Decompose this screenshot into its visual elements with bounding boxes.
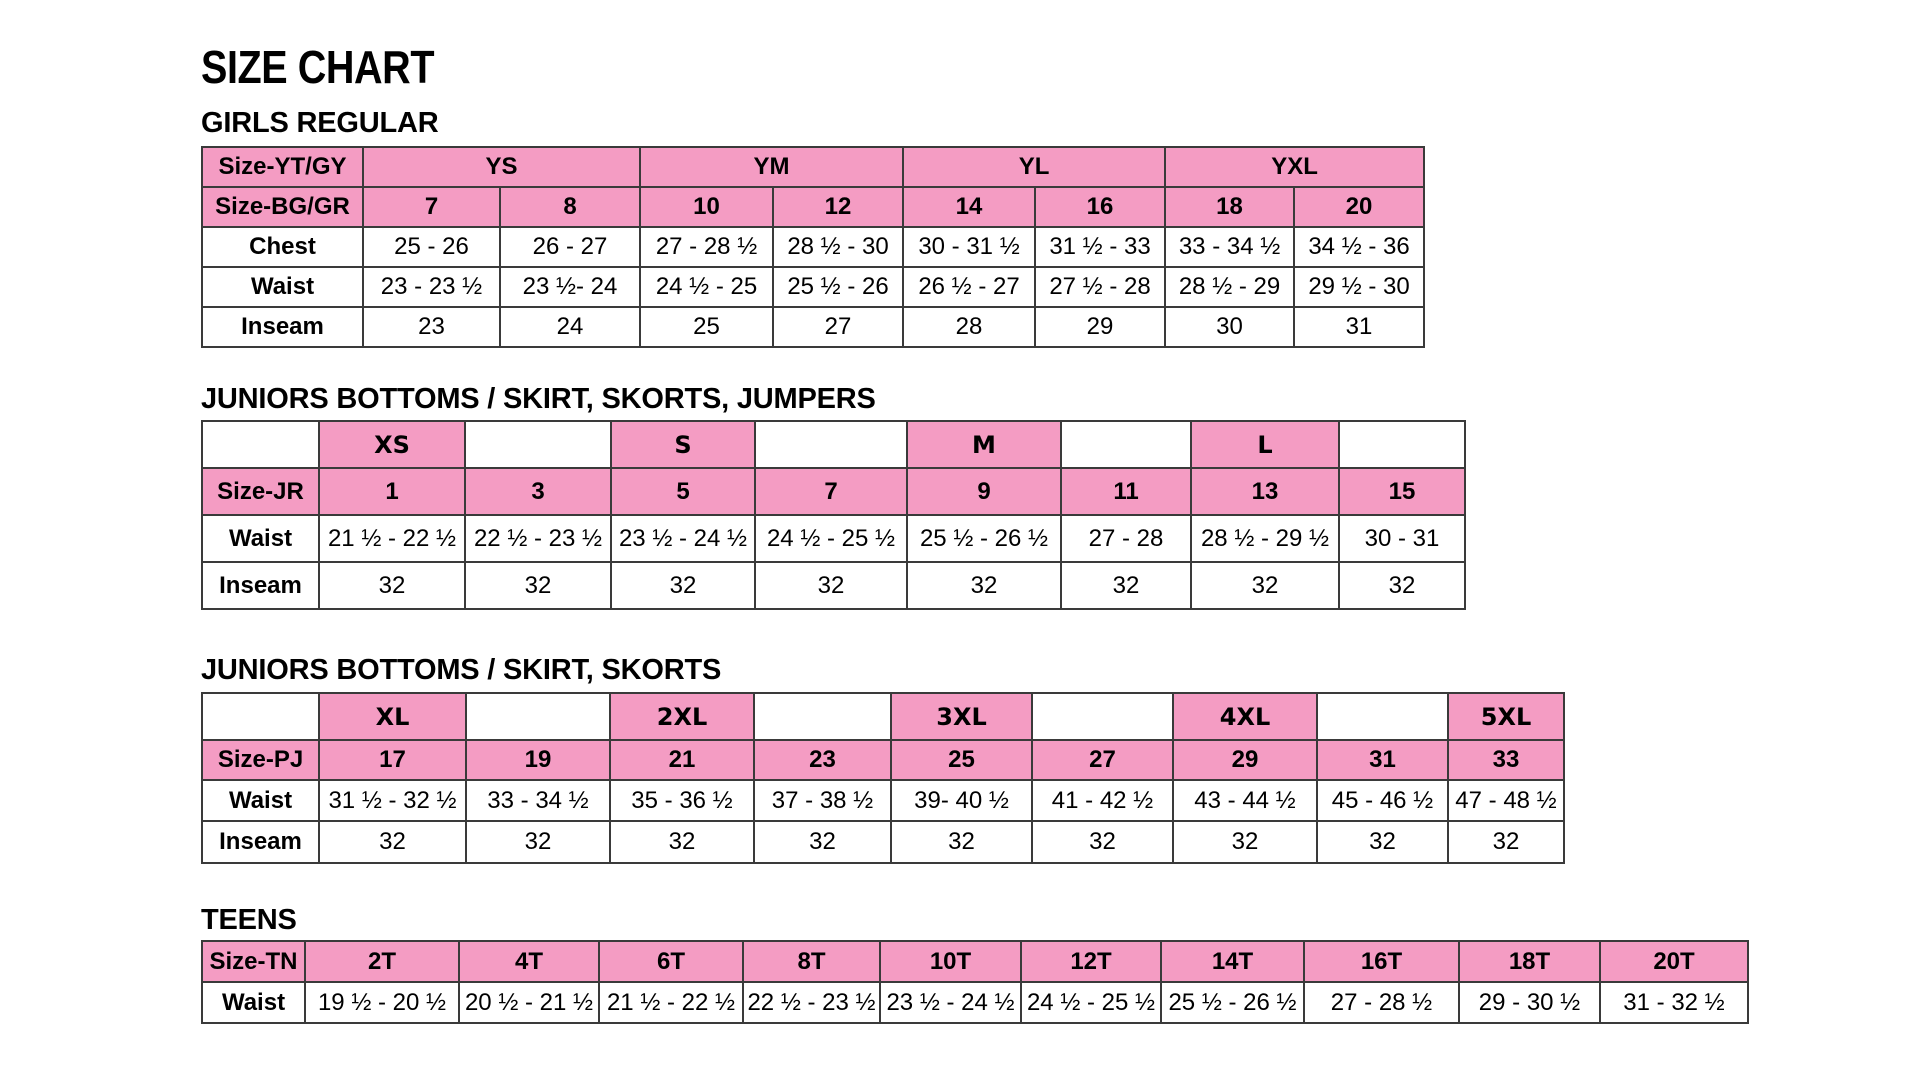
section-heading-girls-regular: GIRLS REGULAR <box>201 107 439 139</box>
size-cell: 18 <box>1165 187 1294 227</box>
row-label: Waist <box>202 515 319 562</box>
row-label: Chest <box>202 227 363 267</box>
letter-size-cell: 4XL <box>1173 693 1317 740</box>
size-cell: 7 <box>363 187 500 227</box>
row-label: Waist <box>202 267 363 307</box>
measurement-cell: 27 <box>773 307 903 347</box>
measurement-cell: 32 <box>1032 821 1173 863</box>
measurement-cell: 35 - 36 ½ <box>610 780 754 821</box>
size-cell: 6T <box>599 941 743 982</box>
size-cell: 14T <box>1161 941 1304 982</box>
measurement-cell: 23 ½- 24 <box>500 267 640 307</box>
table-row <box>202 780 1564 821</box>
letter-size-cell: XL <box>319 693 466 740</box>
empty-cell <box>202 421 319 468</box>
letter-size-cell <box>1339 421 1465 468</box>
table-row <box>202 307 1424 347</box>
table-row <box>202 941 1748 982</box>
measurement-cell: 27 - 28 ½ <box>640 227 773 267</box>
measurement-cell: 28 ½ - 29 ½ <box>1191 515 1339 562</box>
size-cell: 3 <box>465 468 611 515</box>
measurement-cell: 30 <box>1165 307 1294 347</box>
letter-size-cell <box>466 693 610 740</box>
measurement-cell: 22 ½ - 23 ½ <box>743 982 880 1023</box>
letter-size-cell: L <box>1191 421 1339 468</box>
measurement-cell: 25 <box>640 307 773 347</box>
row-label: Inseam <box>202 821 319 863</box>
measurement-cell: 43 - 44 ½ <box>1173 780 1317 821</box>
measurement-cell: 27 - 28 <box>1061 515 1191 562</box>
measurement-cell: 32 <box>1448 821 1564 863</box>
size-cell: 9 <box>907 468 1061 515</box>
letter-size-cell <box>1061 421 1191 468</box>
row-label: Size-JR <box>202 468 319 515</box>
measurement-cell: 24 <box>500 307 640 347</box>
measurement-cell: 39- 40 ½ <box>891 780 1032 821</box>
section-heading-juniors-skorts: JUNIORS BOTTOMS / SKIRT, SKORTS <box>201 654 722 686</box>
measurement-cell: 25 - 26 <box>363 227 500 267</box>
measurement-cell: 32 <box>465 562 611 609</box>
measurement-cell: 27 - 28 ½ <box>1304 982 1459 1023</box>
size-cell: 27 <box>1032 740 1173 780</box>
measurement-cell: 32 <box>1191 562 1339 609</box>
row-label: Size-YT/GY <box>202 147 363 187</box>
size-group-cell: YL <box>903 147 1165 187</box>
measurement-cell: 31 ½ - 33 <box>1035 227 1165 267</box>
table-row <box>202 821 1564 863</box>
size-cell: 10 <box>640 187 773 227</box>
size-cell: 12T <box>1021 941 1161 982</box>
size-cell: 14 <box>903 187 1035 227</box>
measurement-cell: 32 <box>1317 821 1448 863</box>
measurement-cell: 23 - 23 ½ <box>363 267 500 307</box>
size-group-cell: YM <box>640 147 903 187</box>
measurement-cell: 32 <box>907 562 1061 609</box>
measurement-cell: 25 ½ - 26 ½ <box>1161 982 1304 1023</box>
table-row <box>202 982 1748 1023</box>
measurement-cell: 31 - 32 ½ <box>1600 982 1748 1023</box>
row-label: Inseam <box>202 562 319 609</box>
size-cell: 8 <box>500 187 640 227</box>
measurement-cell: 32 <box>1173 821 1317 863</box>
size-cell: 5 <box>611 468 755 515</box>
size-cell: 8T <box>743 941 880 982</box>
measurement-cell: 24 ½ - 25 <box>640 267 773 307</box>
size-cell: 33 <box>1448 740 1564 780</box>
measurement-cell: 28 ½ - 29 <box>1165 267 1294 307</box>
row-label: Waist <box>202 780 319 821</box>
measurement-cell: 32 <box>1339 562 1465 609</box>
measurement-cell: 23 <box>363 307 500 347</box>
size-cell: 7 <box>755 468 907 515</box>
measurement-cell: 25 ½ - 26 ½ <box>907 515 1061 562</box>
measurement-cell: 31 <box>1294 307 1424 347</box>
measurement-cell: 20 ½ - 21 ½ <box>459 982 599 1023</box>
letter-size-cell: M <box>907 421 1061 468</box>
size-cell: 19 <box>466 740 610 780</box>
measurement-cell: 30 - 31 ½ <box>903 227 1035 267</box>
measurement-cell: 32 <box>610 821 754 863</box>
row-label: Size-TN <box>202 941 305 982</box>
measurement-cell: 26 ½ - 27 <box>903 267 1035 307</box>
juniors-jumpers-table <box>201 420 1466 610</box>
measurement-cell: 32 <box>319 562 465 609</box>
measurement-cell: 32 <box>466 821 610 863</box>
row-label: Inseam <box>202 307 363 347</box>
girls-regular-table <box>201 146 1425 348</box>
size-cell: 16 <box>1035 187 1165 227</box>
measurement-cell: 45 - 46 ½ <box>1317 780 1448 821</box>
measurement-cell: 23 ½ - 24 ½ <box>611 515 755 562</box>
size-cell: 2T <box>305 941 459 982</box>
teens-table <box>201 940 1749 1024</box>
measurement-cell: 30 - 31 <box>1339 515 1465 562</box>
measurement-cell: 32 <box>611 562 755 609</box>
table-row <box>202 147 1424 187</box>
letter-size-cell: XS <box>319 421 465 468</box>
measurement-cell: 28 <box>903 307 1035 347</box>
measurement-cell: 21 ½ - 22 ½ <box>599 982 743 1023</box>
measurement-cell: 28 ½ - 30 <box>773 227 903 267</box>
table-row <box>202 187 1424 227</box>
measurement-cell: 23 ½ - 24 ½ <box>880 982 1021 1023</box>
measurement-cell: 29 ½ - 30 <box>1294 267 1424 307</box>
measurement-cell: 26 - 27 <box>500 227 640 267</box>
size-cell: 13 <box>1191 468 1339 515</box>
measurement-cell: 25 ½ - 26 <box>773 267 903 307</box>
measurement-cell: 29 - 30 ½ <box>1459 982 1600 1023</box>
letter-size-cell: S <box>611 421 755 468</box>
juniors-skorts-table <box>201 692 1565 864</box>
measurement-cell: 37 - 38 ½ <box>754 780 891 821</box>
table-row <box>202 515 1465 562</box>
size-cell: 16T <box>1304 941 1459 982</box>
size-cell: 15 <box>1339 468 1465 515</box>
table-row <box>202 227 1424 267</box>
row-label: Size-PJ <box>202 740 319 780</box>
size-cell: 4T <box>459 941 599 982</box>
size-cell: 18T <box>1459 941 1600 982</box>
section-heading-teens: TEENS <box>201 904 297 936</box>
measurement-cell: 22 ½ - 23 ½ <box>465 515 611 562</box>
measurement-cell: 21 ½ - 22 ½ <box>319 515 465 562</box>
measurement-cell: 32 <box>891 821 1032 863</box>
letter-size-cell: 5XL <box>1448 693 1564 740</box>
letter-size-cell <box>755 421 907 468</box>
size-cell: 1 <box>319 468 465 515</box>
measurement-cell: 47 - 48 ½ <box>1448 780 1564 821</box>
letter-size-cell <box>1032 693 1173 740</box>
size-cell: 25 <box>891 740 1032 780</box>
measurement-cell: 34 ½ - 36 <box>1294 227 1424 267</box>
table-row <box>202 562 1465 609</box>
measurement-cell: 29 <box>1035 307 1165 347</box>
table-row <box>202 740 1564 780</box>
table-row <box>202 421 1465 468</box>
size-group-cell: YS <box>363 147 640 187</box>
measurement-cell: 24 ½ - 25 ½ <box>755 515 907 562</box>
measurement-cell: 19 ½ - 20 ½ <box>305 982 459 1023</box>
measurement-cell: 33 - 34 ½ <box>466 780 610 821</box>
page-title: SIZE CHART <box>201 41 435 93</box>
measurement-cell: 31 ½ - 32 ½ <box>319 780 466 821</box>
table-row <box>202 693 1564 740</box>
table-row <box>202 267 1424 307</box>
letter-size-cell <box>1317 693 1448 740</box>
empty-cell <box>202 693 319 740</box>
section-heading-juniors-jumpers: JUNIORS BOTTOMS / SKIRT, SKORTS, JUMPERS <box>201 383 876 415</box>
letter-size-cell <box>754 693 891 740</box>
size-cell: 31 <box>1317 740 1448 780</box>
size-cell: 23 <box>754 740 891 780</box>
letter-size-cell: 3XL <box>891 693 1032 740</box>
size-cell: 20T <box>1600 941 1748 982</box>
row-label: Waist <box>202 982 305 1023</box>
size-cell: 12 <box>773 187 903 227</box>
size-cell: 21 <box>610 740 754 780</box>
letter-size-cell <box>465 421 611 468</box>
row-label: Size-BG/GR <box>202 187 363 227</box>
measurement-cell: 32 <box>754 821 891 863</box>
size-cell: 29 <box>1173 740 1317 780</box>
size-cell: 20 <box>1294 187 1424 227</box>
measurement-cell: 32 <box>319 821 466 863</box>
size-cell: 11 <box>1061 468 1191 515</box>
measurement-cell: 41 - 42 ½ <box>1032 780 1173 821</box>
size-cell: 17 <box>319 740 466 780</box>
measurement-cell: 32 <box>755 562 907 609</box>
measurement-cell: 33 - 34 ½ <box>1165 227 1294 267</box>
size-group-cell: YXL <box>1165 147 1424 187</box>
measurement-cell: 27 ½ - 28 <box>1035 267 1165 307</box>
measurement-cell: 24 ½ - 25 ½ <box>1021 982 1161 1023</box>
table-row <box>202 468 1465 515</box>
measurement-cell: 32 <box>1061 562 1191 609</box>
letter-size-cell: 2XL <box>610 693 754 740</box>
size-cell: 10T <box>880 941 1021 982</box>
